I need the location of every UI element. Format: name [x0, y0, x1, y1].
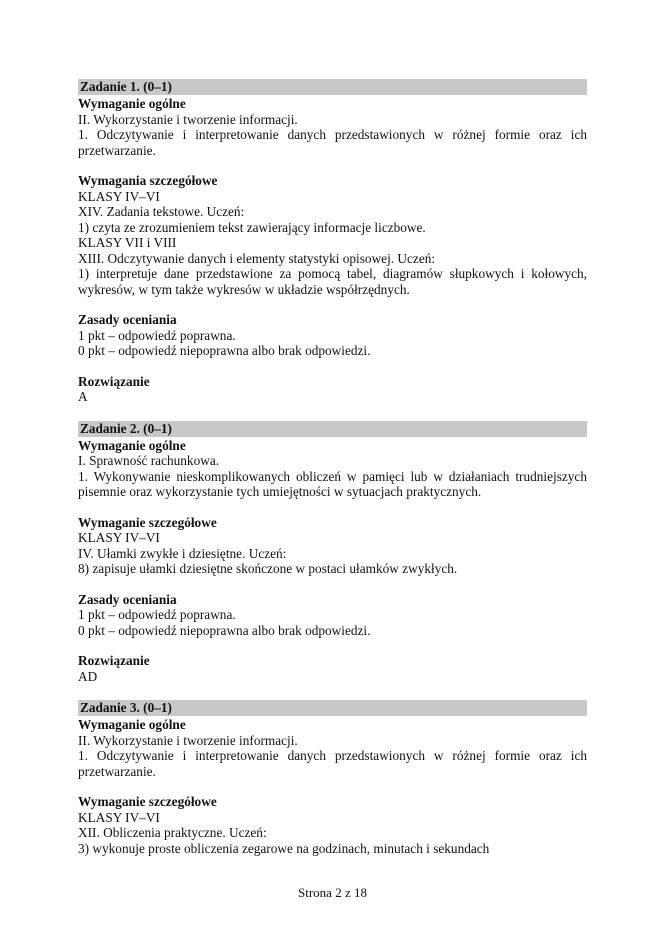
page-number: Strona 2 z 18 [298, 885, 367, 900]
detailed-requirement: 8) zapisuje ułamki dziesiętne skończone w postaci ułamków zwykłych. [78, 561, 458, 576]
scoring-rule: 0 pkt – odpowiedź niepoprawna albo brak odpowiedzi. [78, 343, 371, 358]
section-heading: Zasady oceniania [78, 591, 177, 607]
section-heading: Rozwiązanie [78, 373, 150, 389]
detailed-requirement: KLASY IV–VI [78, 530, 160, 545]
task-section [78, 421, 587, 685]
detailed-requirement: XIV. Zadania tekstowe. Uczeń: [78, 204, 245, 219]
detailed-requirement: 1) czyta ze zrozumieniem tekst zawierający informacje liczbowe. [78, 219, 426, 235]
detailed-requirement: 3) wykonuje proste obliczenia zegarowe na godzinach, minutach i sekundach [78, 840, 490, 856]
section-heading: Wymaganie ogólne [78, 437, 186, 453]
detailed-requirement: 1) interpretuje dane przedstawione za pomocą tabel, diagramów słupkowych i kołowych, wykresów, w tym także wykresów w układzie współrzędnych. [78, 266, 587, 297]
task-section [78, 79, 587, 405]
general-requirement: II. Wykorzystanie i tworzenie informacji. [78, 732, 298, 748]
section-heading: Rozwiązanie [78, 653, 150, 668]
section-heading: Wymaganie szczegółowe [78, 794, 217, 809]
general-requirement: I. Sprawność rachunkowa. [78, 453, 220, 468]
scoring-rule: 0 pkt – odpowiedź niepoprawna albo brak odpowiedzi. [78, 622, 371, 638]
detailed-requirement: XII. Obliczenia praktyczne. Uczeń: [78, 825, 267, 840]
general-requirement: II. Wykorzystanie i tworzenie informacji. [78, 111, 298, 127]
detailed-requirement: KLASY IV–VI [78, 809, 160, 825]
detailed-requirement: XIII. Odczytywanie danych i elementy statystyki opisowej. Uczeń: [78, 250, 436, 266]
detailed-requirement: KLASY IV–VI [78, 188, 160, 204]
detailed-requirement: KLASY VII i VIII [78, 235, 177, 250]
scoring-rule: 1 pkt – odpowiedź poprawna. [78, 327, 236, 343]
scoring-rule: 1 pkt – odpowiedź poprawna. [78, 607, 236, 622]
task-title: Zadanie 3. (0–1) [78, 700, 587, 716]
section-heading: Wymaganie ogólne [78, 717, 186, 732]
task-title: Zadanie 1. (0–1) [78, 79, 587, 95]
section-heading: Wymaganie szczegółowe [78, 514, 217, 530]
task-section [78, 700, 587, 856]
task-title: Zadanie 2. (0–1) [78, 421, 587, 437]
section-heading: Zasady oceniania [78, 312, 177, 327]
section-heading: Wymagania szczegółowe [78, 173, 218, 188]
solution-answer: AD [78, 668, 98, 684]
solution-answer: A [78, 389, 88, 404]
document-page [78, 79, 587, 872]
section-heading: Wymaganie ogólne [78, 96, 186, 111]
general-requirement: 1. Odczytywanie i interpretowanie danych przedstawionych w różnej formie oraz ich przetwarzanie. [78, 127, 587, 158]
detailed-requirement: IV. Ułamki zwykłe i dziesiętne. Uczeń: [78, 545, 287, 561]
general-requirement: 1. Wykonywanie nieskomplikowanych obliczeń w pamięci lub w działaniach trudniejszych pisemnie oraz wykorzystanie tych umiejętności w sytuacjach praktycznych. [78, 468, 587, 499]
general-requirement: 1. Odczytywanie i interpretowanie danych przedstawionych w różnej formie oraz ich przetwarzanie. [78, 748, 587, 779]
